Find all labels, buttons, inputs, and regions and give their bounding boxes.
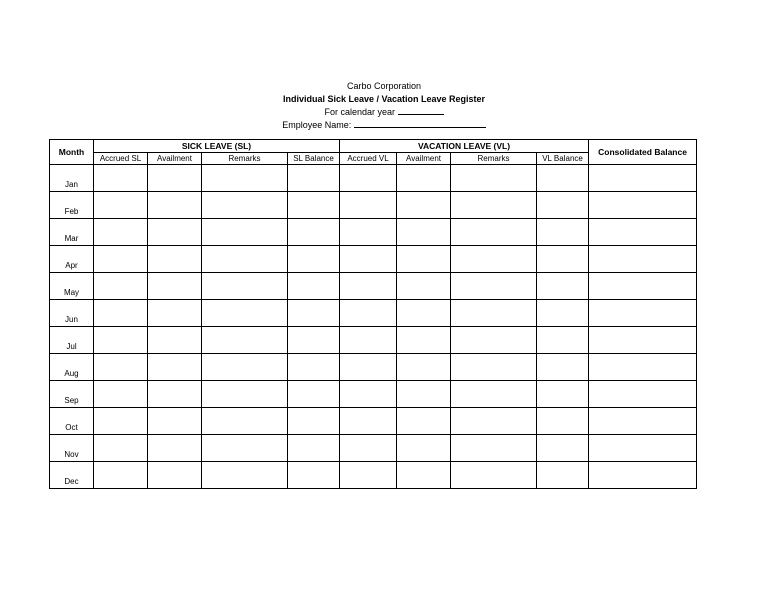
month-rows [50, 165, 697, 489]
entry-cell[interactable] [340, 381, 397, 408]
table-row [50, 354, 697, 381]
entry-cell[interactable] [94, 219, 148, 246]
entry-cell[interactable] [148, 381, 202, 408]
entry-cell[interactable] [94, 327, 148, 354]
entry-cell[interactable] [340, 462, 397, 489]
table-row [50, 192, 697, 219]
entry-cell[interactable] [397, 165, 451, 192]
accrued-sl-header: Accrued SL [94, 153, 148, 165]
vl-balance-header: VL Balance [537, 153, 589, 165]
entry-cell[interactable] [537, 246, 589, 273]
entry-cell[interactable] [340, 435, 397, 462]
entry-cell[interactable] [94, 273, 148, 300]
entry-cell[interactable] [148, 300, 202, 327]
entry-cell[interactable] [397, 381, 451, 408]
entry-cell[interactable] [288, 435, 340, 462]
entry-cell[interactable] [288, 462, 340, 489]
leave-register-table [49, 139, 697, 489]
entry-cell[interactable] [288, 327, 340, 354]
month-cell: Mar [50, 219, 94, 246]
vacation-leave-group-header: VACATION LEAVE (VL) [340, 140, 589, 153]
entry-cell[interactable] [340, 165, 397, 192]
entry-cell[interactable] [288, 273, 340, 300]
entry-cell[interactable] [288, 300, 340, 327]
entry-cell[interactable] [340, 408, 397, 435]
entry-cell[interactable] [451, 354, 537, 381]
entry-cell[interactable] [202, 165, 288, 192]
entry-cell[interactable] [148, 435, 202, 462]
entry-cell[interactable] [288, 165, 340, 192]
entry-cell[interactable] [451, 273, 537, 300]
entry-cell[interactable] [202, 300, 288, 327]
entry-cell[interactable] [589, 165, 697, 192]
entry-cell[interactable] [397, 462, 451, 489]
entry-cell[interactable] [340, 354, 397, 381]
month-cell: Apr [50, 246, 94, 273]
entry-cell[interactable] [397, 246, 451, 273]
calendar-year-blank[interactable] [398, 106, 444, 115]
document-title: Individual Sick Leave / Vacation Leave Register [282, 94, 486, 104]
entry-cell[interactable] [202, 246, 288, 273]
table-row [50, 327, 697, 354]
calendar-year-line [0, 106, 768, 119]
sl-balance-header: SL Balance [288, 153, 340, 165]
table-row [50, 462, 697, 489]
entry-cell[interactable] [340, 300, 397, 327]
company-name: Carbo Corporation [346, 81, 422, 91]
entry-cell[interactable] [397, 192, 451, 219]
employee-name-blank[interactable] [354, 119, 486, 128]
table-row [50, 381, 697, 408]
entry-cell[interactable] [589, 435, 697, 462]
vl-availment-header: Availment [397, 153, 451, 165]
entry-cell[interactable] [94, 462, 148, 489]
entry-cell[interactable] [451, 300, 537, 327]
entry-cell[interactable] [202, 408, 288, 435]
entry-cell[interactable] [340, 246, 397, 273]
entry-cell[interactable] [94, 435, 148, 462]
entry-cell[interactable] [148, 354, 202, 381]
month-cell: Dec [50, 462, 94, 489]
table-row [50, 300, 697, 327]
employee-name-line [0, 119, 768, 132]
entry-cell[interactable] [288, 381, 340, 408]
entry-cell[interactable] [537, 165, 589, 192]
entry-cell[interactable] [288, 219, 340, 246]
month-cell: May [50, 273, 94, 300]
table-row [50, 435, 697, 462]
entry-cell[interactable] [537, 435, 589, 462]
accrued-vl-header: Accrued VL [340, 153, 397, 165]
entry-cell[interactable] [397, 354, 451, 381]
entry-cell[interactable] [288, 192, 340, 219]
entry-cell[interactable] [451, 246, 537, 273]
entry-cell[interactable] [148, 408, 202, 435]
entry-cell[interactable] [340, 273, 397, 300]
entry-cell[interactable] [148, 327, 202, 354]
month-cell: Feb [50, 192, 94, 219]
month-cell: Nov [50, 435, 94, 462]
entry-cell[interactable] [340, 219, 397, 246]
entry-cell[interactable] [589, 462, 697, 489]
entry-cell[interactable] [537, 273, 589, 300]
entry-cell[interactable] [202, 327, 288, 354]
entry-cell[interactable] [537, 381, 589, 408]
sick-leave-group-header: SICK LEAVE (SL) [94, 140, 340, 153]
month-cell: Jan [50, 165, 94, 192]
vl-remarks-header: Remarks [451, 153, 537, 165]
month-cell: Aug [50, 354, 94, 381]
entry-cell[interactable] [589, 300, 697, 327]
table-row [50, 273, 697, 300]
sl-remarks-header: Remarks [202, 153, 288, 165]
entry-cell[interactable] [94, 246, 148, 273]
document-header [0, 80, 768, 132]
entry-cell[interactable] [94, 300, 148, 327]
entry-cell[interactable] [288, 354, 340, 381]
consolidated-balance-header: Consolidated Balance [589, 140, 697, 165]
entry-cell[interactable] [589, 381, 697, 408]
month-header: Month [50, 140, 94, 165]
entry-cell[interactable] [202, 354, 288, 381]
entry-cell[interactable] [288, 408, 340, 435]
entry-cell[interactable] [451, 219, 537, 246]
entry-cell[interactable] [202, 219, 288, 246]
entry-cell[interactable] [148, 165, 202, 192]
entry-cell[interactable] [202, 273, 288, 300]
entry-cell[interactable] [537, 327, 589, 354]
entry-cell[interactable] [94, 354, 148, 381]
entry-cell[interactable] [537, 219, 589, 246]
entry-cell[interactable] [94, 408, 148, 435]
entry-cell[interactable] [451, 408, 537, 435]
entry-cell[interactable] [451, 165, 537, 192]
entry-cell[interactable] [148, 246, 202, 273]
entry-cell[interactable] [397, 327, 451, 354]
entry-cell[interactable] [451, 327, 537, 354]
entry-cell[interactable] [589, 192, 697, 219]
entry-cell[interactable] [397, 435, 451, 462]
month-cell: Sep [50, 381, 94, 408]
month-cell: Oct [50, 408, 94, 435]
entry-cell[interactable] [397, 408, 451, 435]
entry-cell[interactable] [202, 192, 288, 219]
entry-cell[interactable] [451, 192, 537, 219]
entry-cell[interactable] [148, 273, 202, 300]
entry-cell[interactable] [397, 273, 451, 300]
entry-cell[interactable] [537, 192, 589, 219]
entry-cell[interactable] [202, 381, 288, 408]
entry-cell[interactable] [94, 192, 148, 219]
entry-cell[interactable] [451, 381, 537, 408]
table-row [50, 219, 697, 246]
entry-cell[interactable] [397, 300, 451, 327]
entry-cell[interactable] [148, 219, 202, 246]
entry-cell[interactable] [397, 219, 451, 246]
entry-cell[interactable] [589, 408, 697, 435]
entry-cell[interactable] [202, 435, 288, 462]
entry-cell[interactable] [94, 165, 148, 192]
entry-cell[interactable] [202, 462, 288, 489]
month-cell: Jul [50, 327, 94, 354]
table-row [50, 246, 697, 273]
entry-cell[interactable] [589, 246, 697, 273]
table-row [50, 165, 697, 192]
entry-cell[interactable] [537, 408, 589, 435]
entry-cell[interactable] [340, 192, 397, 219]
month-cell: Jun [50, 300, 94, 327]
entry-cell[interactable] [288, 246, 340, 273]
entry-cell[interactable] [451, 462, 537, 489]
entry-cell[interactable] [451, 435, 537, 462]
entry-cell[interactable] [589, 327, 697, 354]
entry-cell[interactable] [589, 219, 697, 246]
entry-cell[interactable] [589, 354, 697, 381]
table-row [50, 408, 697, 435]
entry-cell[interactable] [589, 273, 697, 300]
sl-availment-header: Availment [148, 153, 202, 165]
entry-cell[interactable] [94, 381, 148, 408]
entry-cell[interactable] [148, 462, 202, 489]
entry-cell[interactable] [537, 354, 589, 381]
entry-cell[interactable] [537, 462, 589, 489]
entry-cell[interactable] [537, 300, 589, 327]
employee-name-label: Employee Name: [282, 120, 352, 130]
entry-cell[interactable] [148, 192, 202, 219]
entry-cell[interactable] [340, 327, 397, 354]
calendar-year-label: For calendar year [324, 107, 396, 117]
